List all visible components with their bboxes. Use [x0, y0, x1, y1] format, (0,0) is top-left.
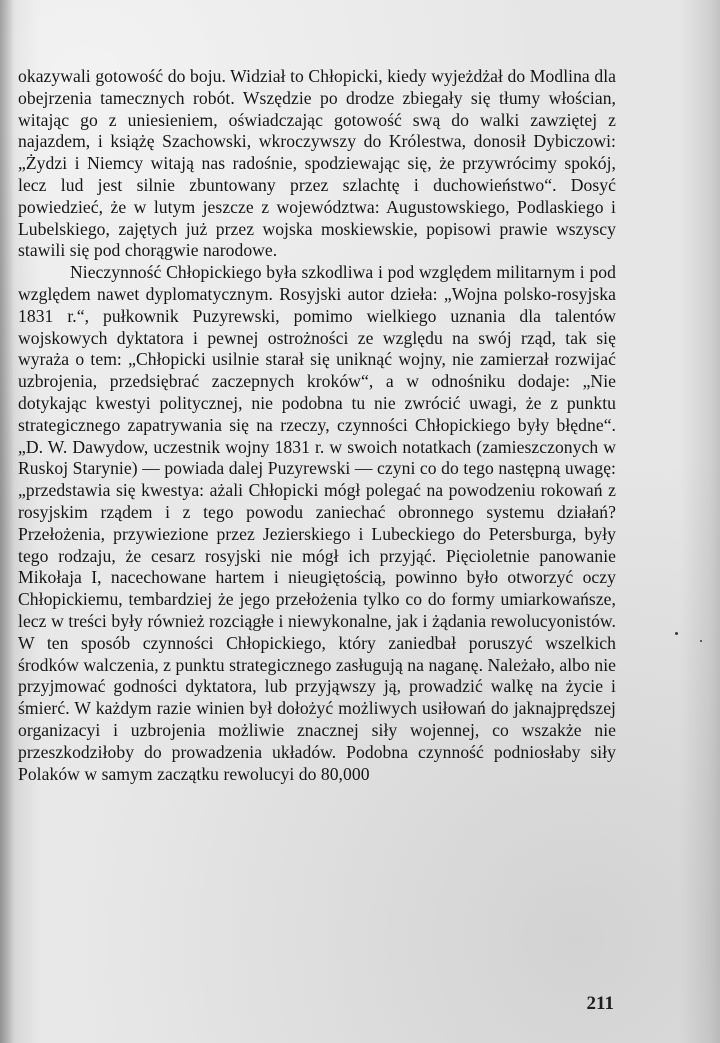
paper-speck	[675, 632, 678, 635]
paragraph-chlopicki-inactivity: Nieczynność Chłopickiego była szkodliwa i pod względem militarnym i pod względem nawet dyplomatycznym. Rosyjski autor dzieła: „Wojna polsko-rosyjska 1831 r.“, pułkownik Puzyrewski, pomimo wielkiego uznania dla talentów wojskowych dyktatora i pewnej ostrożności ze względu na swój rząd, tak się wyraża o tem: „Chłopicki usilnie starał się uniknąć wojny, nie zamierzał rozwijać uzbrojenia, przedsiębrać zaczepnych kroków“, a w odnośniku dodaje: „Nie dotykając kwestyi politycznej, nie podobna tu nie zwrócić uwagi, że z punktu strategicznego zapatrywania się na rzeczy, czynności Chłopickiego były błędne“. „D. W. Dawydow, uczestnik wojny 1831 r. w swoich notatkach (zamieszczonych w Ruskoj Starynie) — powiada dalej Puzyrewski — czyni co do tego następną uwagę: „przedstawia się kwestya: ażali Chłopicki mógł polegać na powodzeniu rokowań z rosyjskim rządem i z tego powodu zaniechać obronnego systemu działań? Przełożenia, przywiezione przez Jezierskiego i Lubeckiego do Petersburga, były tego rodzaju, że cesarz rosyjski nie mógł ich przyjąć. Pięcioletnie panowanie Mikołaja I, nacechowane hartem i nieugiętością, powinno było otworzyć oczy Chłopickiemu, tembardziej że jego przełożenia tylko co do formy umiarkowańsze, lecz w treści były również rozciągłe i niewykonalne, jak i żądania rewolucyonistów. W ten sposób czynności Chłopickiego, który zaniedbał poruszyć wszelkich środków walczenia, z punktu strategicznego zasługują na naganę. Należało, albo nie przyjmować godności dyktatora, lub przyjąwszy ją, prowadzić walkę na życie i śmierć. W każdym razie winien był dołożyć możliwych usiłowań do jaknajprędszej organizacyi i uzbrojenia możliwie znacznej siły wojennej, co wszakże nie przeszkodziłoby do prowadzenia układów. Podobna czynność podniosłaby siły Polaków w samym zaczątku rewolucyi do 80,000	[18, 262, 616, 784]
paragraph-continuation: okazywali gotowość do boju. Widział to Chłopicki, kiedy wyjeżdżał do Modlina dla obejrzenia tamecznych robót. Wszędzie po drodze zbiegały się tłumy włościan, witając go z uniesieniem, oświadczając gotowość swą do walki zawziętej z najazdem, i książę Szachowski, wkroczywszy do Królestwa, donosił Dybiczowi: „Żydzi i Niemcy witają nas radośnie, spodziewając się, że przywrócimy spokój, lecz lud jest silnie zbuntowany przez szlachtę i duchowieństwo“. Dosyć powiedzieć, że w lutym jeszcze z województwa: Augustowskiego, Podlaskiego i Lubelskiego, zajętych już przez wojska moskiewskie, popisowi prawie wszyscy stawili się pod chorągwie narodowe.	[18, 66, 616, 261]
page-number: 211	[586, 993, 614, 1014]
paper-speck	[700, 640, 702, 642]
text-block	[18, 66, 616, 785]
binding-shadow	[0, 0, 14, 1043]
